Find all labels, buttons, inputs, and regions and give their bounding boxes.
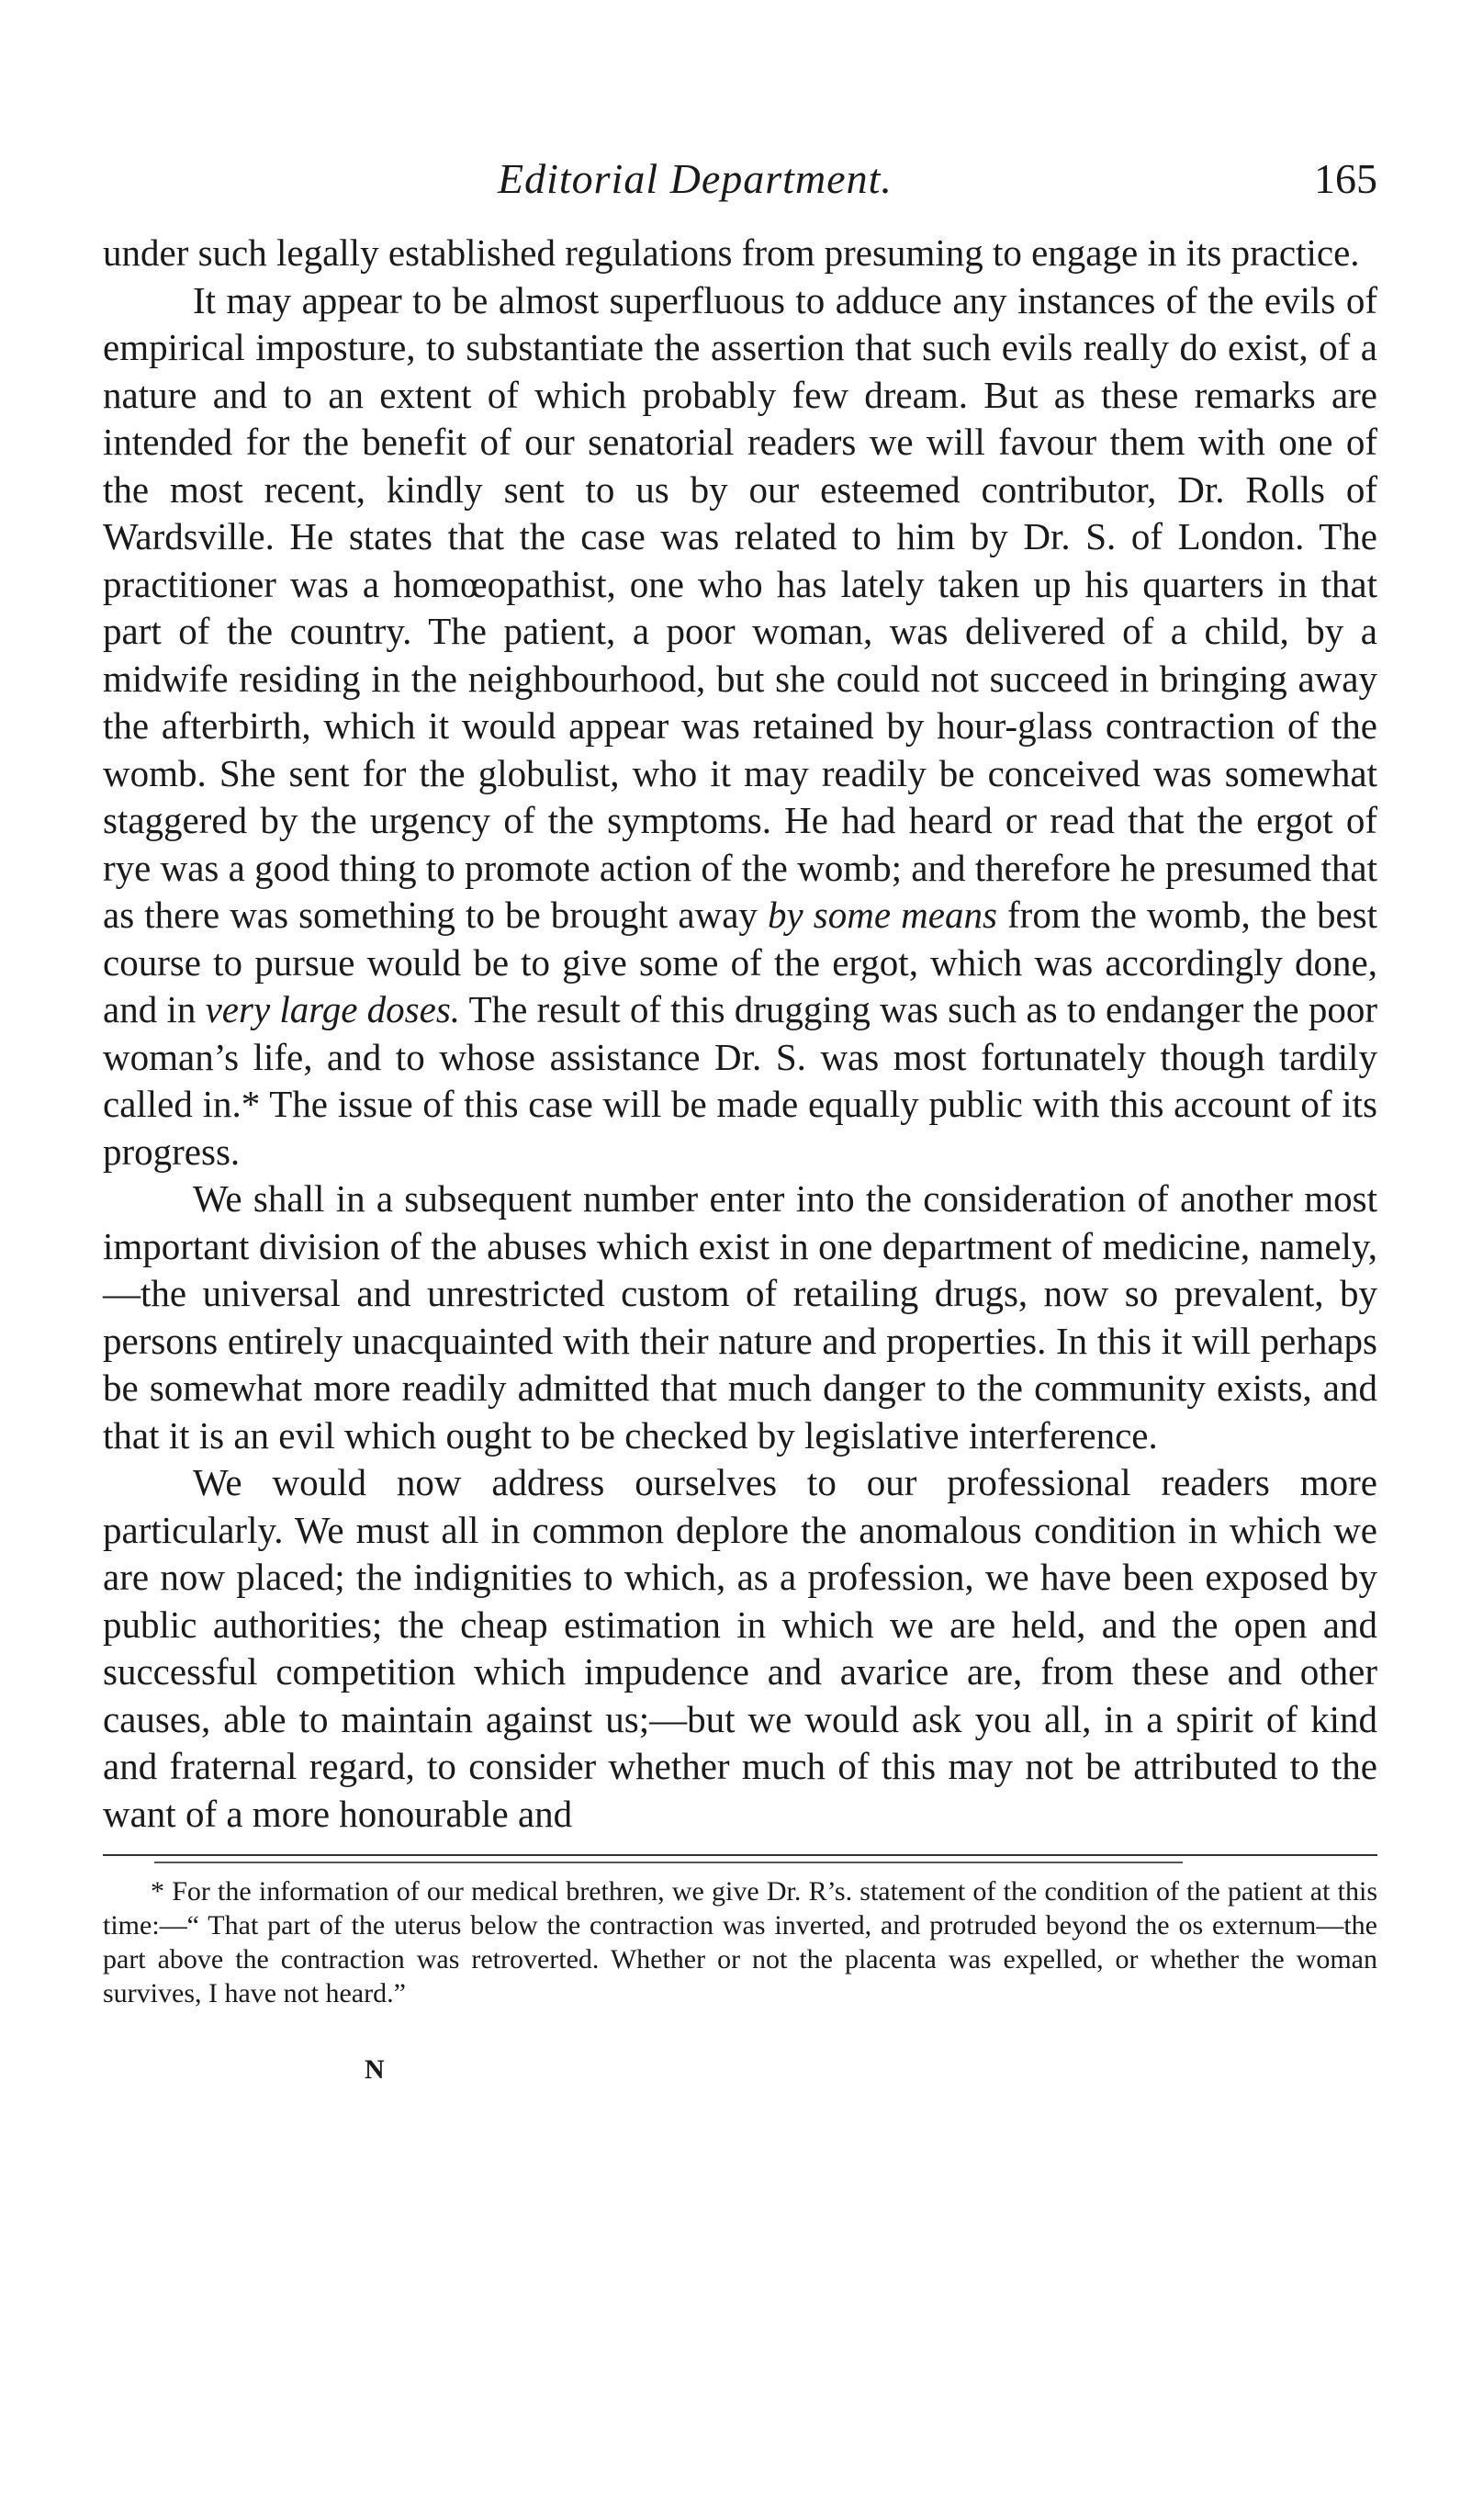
footnote [103, 1874, 1377, 2010]
paragraph-1: under such legally established regulations from presuming to engage in its practice. [103, 231, 1360, 274]
paragraph-2-part-a: It may appear to be almost superfluous to adduce any instances of the evils of empirical imposture, to substantiate the assertion that such evils really do exist, of a nature and to an extent of which probably few dream. But as these remarks are intended for the benefit of our senatorial readers we will favour them with one of the most recent, kindly sent to us by our esteemed contributor, Dr. Rolls of Wardsville. He states that the case was related to him by Dr. S. of London. The practitioner was a homœopathist, one who has lately taken up his quarters in that part of the country. The patient, a poor woman, was delivered of a child, by a midwife residing in the neighbourhood, but she could not succeed in bringing away the afterbirth, which it would appear was retained by hour-glass contraction of the womb. She sent for the globulist, who it may readily be conceived was somewhat staggered by the urgency of the symptoms. He had heard or read that the ergot of rye was a good thing to promote action of the womb; and therefore he presumed that as there was something to be brought away [103, 278, 1377, 936]
paragraph-3: We shall in a subsequent number enter into the consideration of another most important division of the abuses which exist in one department of medicine, namely,—the universal and unrestricted custom of retailing drugs, now so prevalent, by persons entirely unacquainted with their nature and properties. In this it will perhaps be somewhat more readily admitted that much danger to the community exists, and that it is an evil which ought to be checked by legislative interference. [103, 1177, 1377, 1457]
signature-mark: N [365, 2054, 385, 2085]
paragraph-2-emphasis-2: very large doses. [205, 988, 461, 1030]
footnote-text: * For the information of our medical brethren, we give Dr. R’s. statement of the condition of the patient at this time:—“ That part of the uterus below the contraction was inverted, and protruded beyond the os externum—the part above the contraction was retroverted. Whether or not the placenta was expelled, or whether the woman survives, I have not heard.” [103, 1876, 1377, 2008]
article-body [103, 230, 1377, 1838]
page-number: 165 [1314, 155, 1377, 202]
page-header [103, 154, 1377, 209]
paragraph-4: We would now address ourselves to our professional readers more particularly. We must all in common deplore the anomalous condition in which we are now placed; the indignities to which, as a profession, we have been exposed by public authorities; the cheap estimation in which we are held, and the open and successful competition which impudence and avarice are, from these and other causes, able to maintain against us;—but we would ask you all, in a spirit of kind and fraternal regard, to consider whether much of this may not be attributed to the want of a more honourable and [103, 1461, 1377, 1835]
paragraph-2-part-b: from the womb, the best course to pursue would be to give some of the ergot, which was accordingly done, and in [103, 894, 1378, 1030]
paragraph-2-emphasis-1: by some means [768, 894, 997, 936]
paragraph-2 [103, 277, 1377, 1176]
footnote-divider-secondary [154, 1862, 1183, 1863]
footnote-divider [103, 1854, 1377, 1856]
running-title: Editorial Department. [498, 155, 893, 202]
paragraph-2-part-c: The result of this drugging was such as to endanger the poor woman’s life, and to whose assistance Dr. S. was most fortunately though tardily called in.* The issue of this case will be made equally public with this account of its progress. [103, 988, 1378, 1173]
page [103, 154, 1377, 2086]
